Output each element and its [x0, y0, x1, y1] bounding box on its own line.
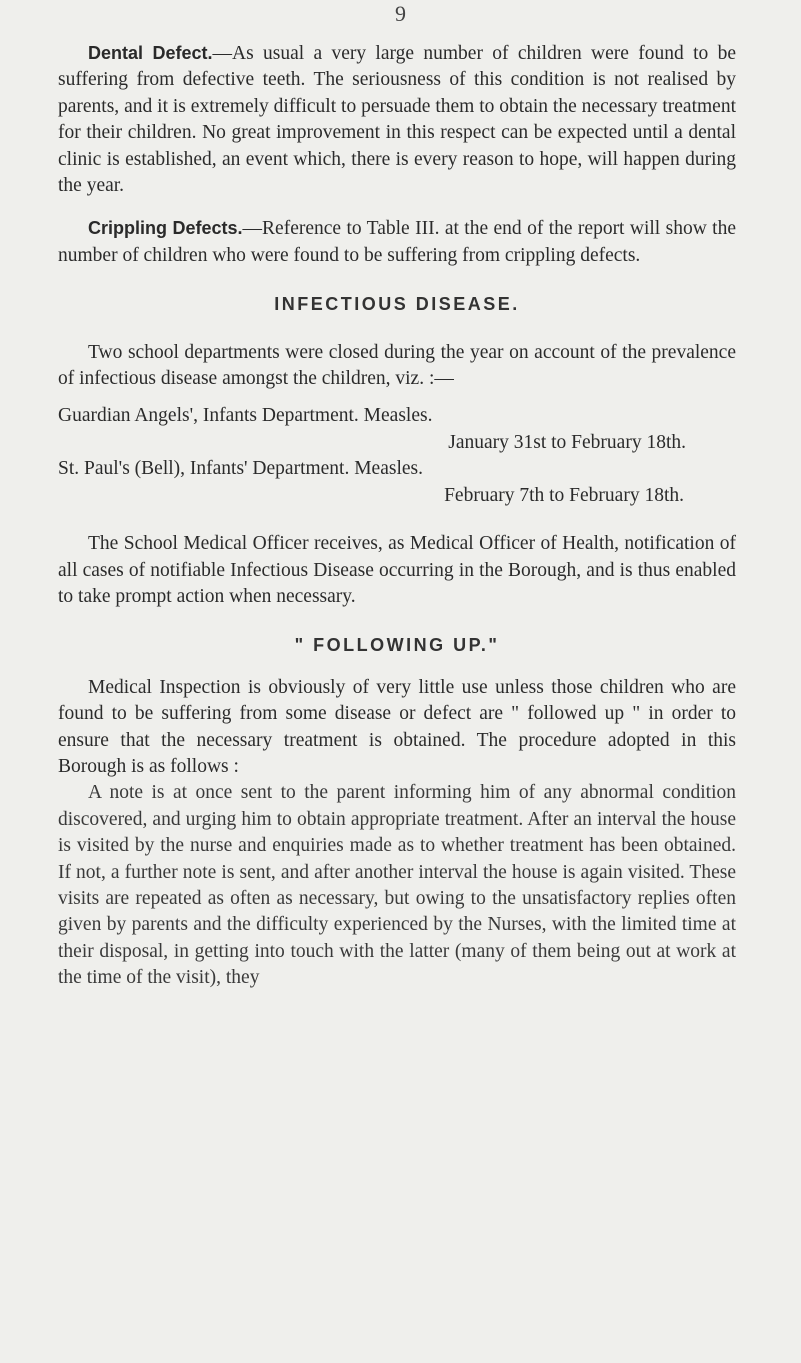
- following-up-heading: " FOLLOWING UP.": [294, 635, 500, 656]
- page-body: [58, 40, 736, 992]
- closure-dates: January 31st to February 18th.: [448, 431, 686, 453]
- infectious-intro-paragraph: Two school departments were closed during the year on account of the prevalence of infectious disease amongst the children, viz. :—: [58, 341, 736, 390]
- following-up-paragraph-1: Medical Inspection is obviously of very little use unless those children who are found to be suffering from some disease or defect are " followed up " in order to ensure that the necessary treatment is obtained. The procedure adopted in this Borough is as follows :: [58, 676, 736, 777]
- notification-paragraph: The School Medical Officer receives, as Medical Officer of Health, notification of all cases of notifiable Infectious Disease occurring in the Borough, and is thus enabled to take prompt action when necessary.: [58, 533, 736, 607]
- page-number: 9: [395, 1, 406, 26]
- dental-defect-paragraph: [58, 40, 736, 199]
- closure-dates: February 7th to February 18th.: [444, 484, 684, 506]
- crippling-defects-text: —Reference to Table III. at the end of the report will show the number of children who were found to be suffering from crippling defects.: [58, 218, 736, 266]
- closure-department: St. Paul's (Bell), Infants' Department. Measles.: [58, 458, 423, 480]
- closure-department: Guardian Angels', Infants Department. Measles.: [58, 405, 433, 427]
- infectious-disease-heading: INFECTIOUS DISEASE.: [274, 294, 520, 315]
- crippling-defects-heading: Crippling Defects.: [88, 218, 243, 239]
- following-up-paragraph-2: A note is at once sent to the parent informing him of any abnormal condition discovered, and urging him to obtain appropriate treatment. After an interval the house is visited by the nurse and enquiries made as to whether treatment has been obtained. If not, a further note is sent, and after another interval the house is again visited. These visits are repeated as often as necessary, but owing to the unsatisfactory replies often given by parents and the difficulty experienced by the Nurses, with the limited time at their disposal, in getting into touch with the latter (many of them being out at work at the time of the visit), they: [58, 782, 736, 989]
- crippling-defects-paragraph: [58, 215, 736, 269]
- dental-defect-text: —As usual a very large number of children were found to be suffering from defective teeth. The seriousness of this condition is not realised by parents, and it is extremely difficult to persuade them to obtain the necessary treatment for their children. No great improvement in this respect can be expected until a dental clinic is established, an event which, there is every reason to hope, will happen during the year.: [58, 43, 736, 197]
- dental-defect-heading: Dental Defect.: [88, 43, 213, 63]
